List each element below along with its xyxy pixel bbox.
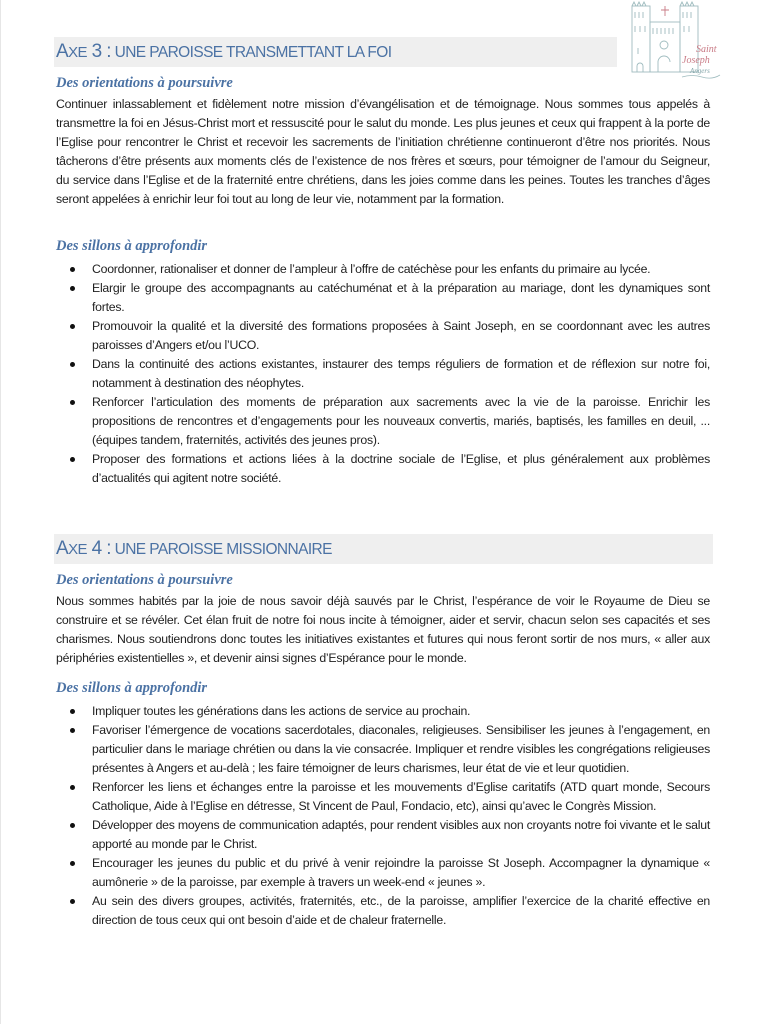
list-item: Elargir le groupe des accompagnants au catéchuménat et à la préparation au mariage, dont les dynamiques sont fortes. xyxy=(56,279,710,317)
sillons-heading: Des sillons à approfondir xyxy=(56,680,208,696)
list-item: Renforcer l’articulation des moments de préparation aux sacrements avec la vie de la paroisse. Enrichir les propositions de rencontres et d’engagements pour les nouveaux convertis, mariés, baptisés, les familles en deuil, ... (équipes tandem, fraternités, activités des jeunes pros). xyxy=(56,393,710,450)
list-item: Promouvoir la qualité et la diversité des formations proposées à Saint Joseph, en se coordonnant avec les autres paroisses d’Angers et/ou l’UCO. xyxy=(56,317,710,355)
list-item: Développer des moyens de communication adaptés, pour rendent visibles aux non croyants notre foi vivante et le salut apporté au monde par le Christ. xyxy=(56,816,710,854)
sillons-list xyxy=(56,702,710,930)
section-heading-axe-4 xyxy=(54,534,713,564)
orientations-heading: Des orientations à poursuivre xyxy=(56,75,233,91)
list-item: Encourager les jeunes du public et du privé à venir rejoindre la paroisse St Joseph. Accompagner la dynamique « aumônerie » de la paroisse, par exemple à travers un week-end « jeunes ». xyxy=(56,854,710,892)
logo-text-angers: Angers xyxy=(690,67,710,75)
section-title: AXE 4 : UNE PAROISSE MISSIONNAIRE xyxy=(56,538,332,559)
parish-logo xyxy=(624,0,734,80)
orientations-paragraph: Continuer inlassablement et fidèlement notre mission d’évangélisation et de témoignage. Nous sommes tous appelés à transmettre la foi en Jésus-Christ mort et ressuscité pour le salut du monde. Les plus jeunes et ceux qui frappent à la porte de l’Eglise pour rencontrer le Christ et recevoir les sacrements de l’initiation chrétienne continueront d’être nos priorités. Nous tâcherons d’être présents aux moments clés de l’existence de nos frères et sœurs, pour témoigner de l’amour du Seigneur, du service dans l’Eglise et de la fraternité entre chrétiens, dans les joies comme dans les peines. Toutes les tranches d’âges seront appelées à enrichir leur foi tout au long de leur vie, notamment par la formation. xyxy=(56,97,710,206)
page-edge xyxy=(0,0,1,1024)
list-item: Renforcer les liens et échanges entre la paroisse et les mouvements d’Eglise caritatifs (ATD quart monde, Secours Catholique, Aide à l’Eglise en détresse, St Vincent de Paul, Fondacio, etc), ainsi qu’avec le Congrès Mission. xyxy=(56,778,710,816)
list-item: Dans la continuité des actions existantes, instaurer des temps réguliers de formation et de réflexion sur notre foi, notamment à destination des néophytes. xyxy=(56,355,710,393)
list-item: Impliquer toutes les générations dans les actions de service au prochain. xyxy=(56,702,710,721)
orientations-paragraph: Nous sommes habités par la joie de nous savoir déjà sauvés par le Christ, l’espérance de voir le Royaume de Dieu se construire et se révéler. Cet élan fruit de notre foi nous incite à témoigner, aider et servir, chacun selon ses capacités et ses charismes. Nous soutiendrons donc toutes les initiatives existantes et futures qui nous feront sortir de nos murs, « aller aux périphéries existentielles », et devenir ainsi signes d’Espérance pour le monde. xyxy=(56,594,710,665)
list-item: Coordonner, rationaliser et donner de l’ampleur à l’offre de catéchèse pour les enfants du primaire au lycée. xyxy=(56,260,710,279)
sillons-list xyxy=(56,260,710,488)
sillons-heading: Des sillons à approfondir xyxy=(56,238,208,254)
church-icon xyxy=(624,0,734,80)
logo-text-joseph: Joseph xyxy=(682,55,710,66)
section-heading-axe-3 xyxy=(54,37,617,67)
list-item: Au sein des divers groupes, activités, fraternités, etc., de la paroisse, amplifier l’exercice de la charité effective en direction de tous ceux qui ont besoin d’aide et de chaleur fraternelle. xyxy=(56,892,710,930)
logo-text-saint: Saint xyxy=(696,44,717,55)
section-title: AXE 3 : UNE PAROISSE TRANSMETTANT LA FOI xyxy=(56,41,392,62)
list-item: Proposer des formations et actions liées à la doctrine sociale de l’Eglise, et plus généralement aux problèmes d’actualités qui agitent notre société. xyxy=(56,450,710,488)
orientations-heading: Des orientations à poursuivre xyxy=(56,572,233,588)
list-item: Favoriser l’émergence de vocations sacerdotales, diaconales, religieuses. Sensibiliser les jeunes à l’engagement, en particulier dans le mariage chrétien ou dans la vie consacrée. Impliquer et rendre visibles les congrégations religieuses présentes à Angers et au-delà ; les faire témoigner de leurs charismes, leur état de vie et leur quotidien. xyxy=(56,721,710,778)
